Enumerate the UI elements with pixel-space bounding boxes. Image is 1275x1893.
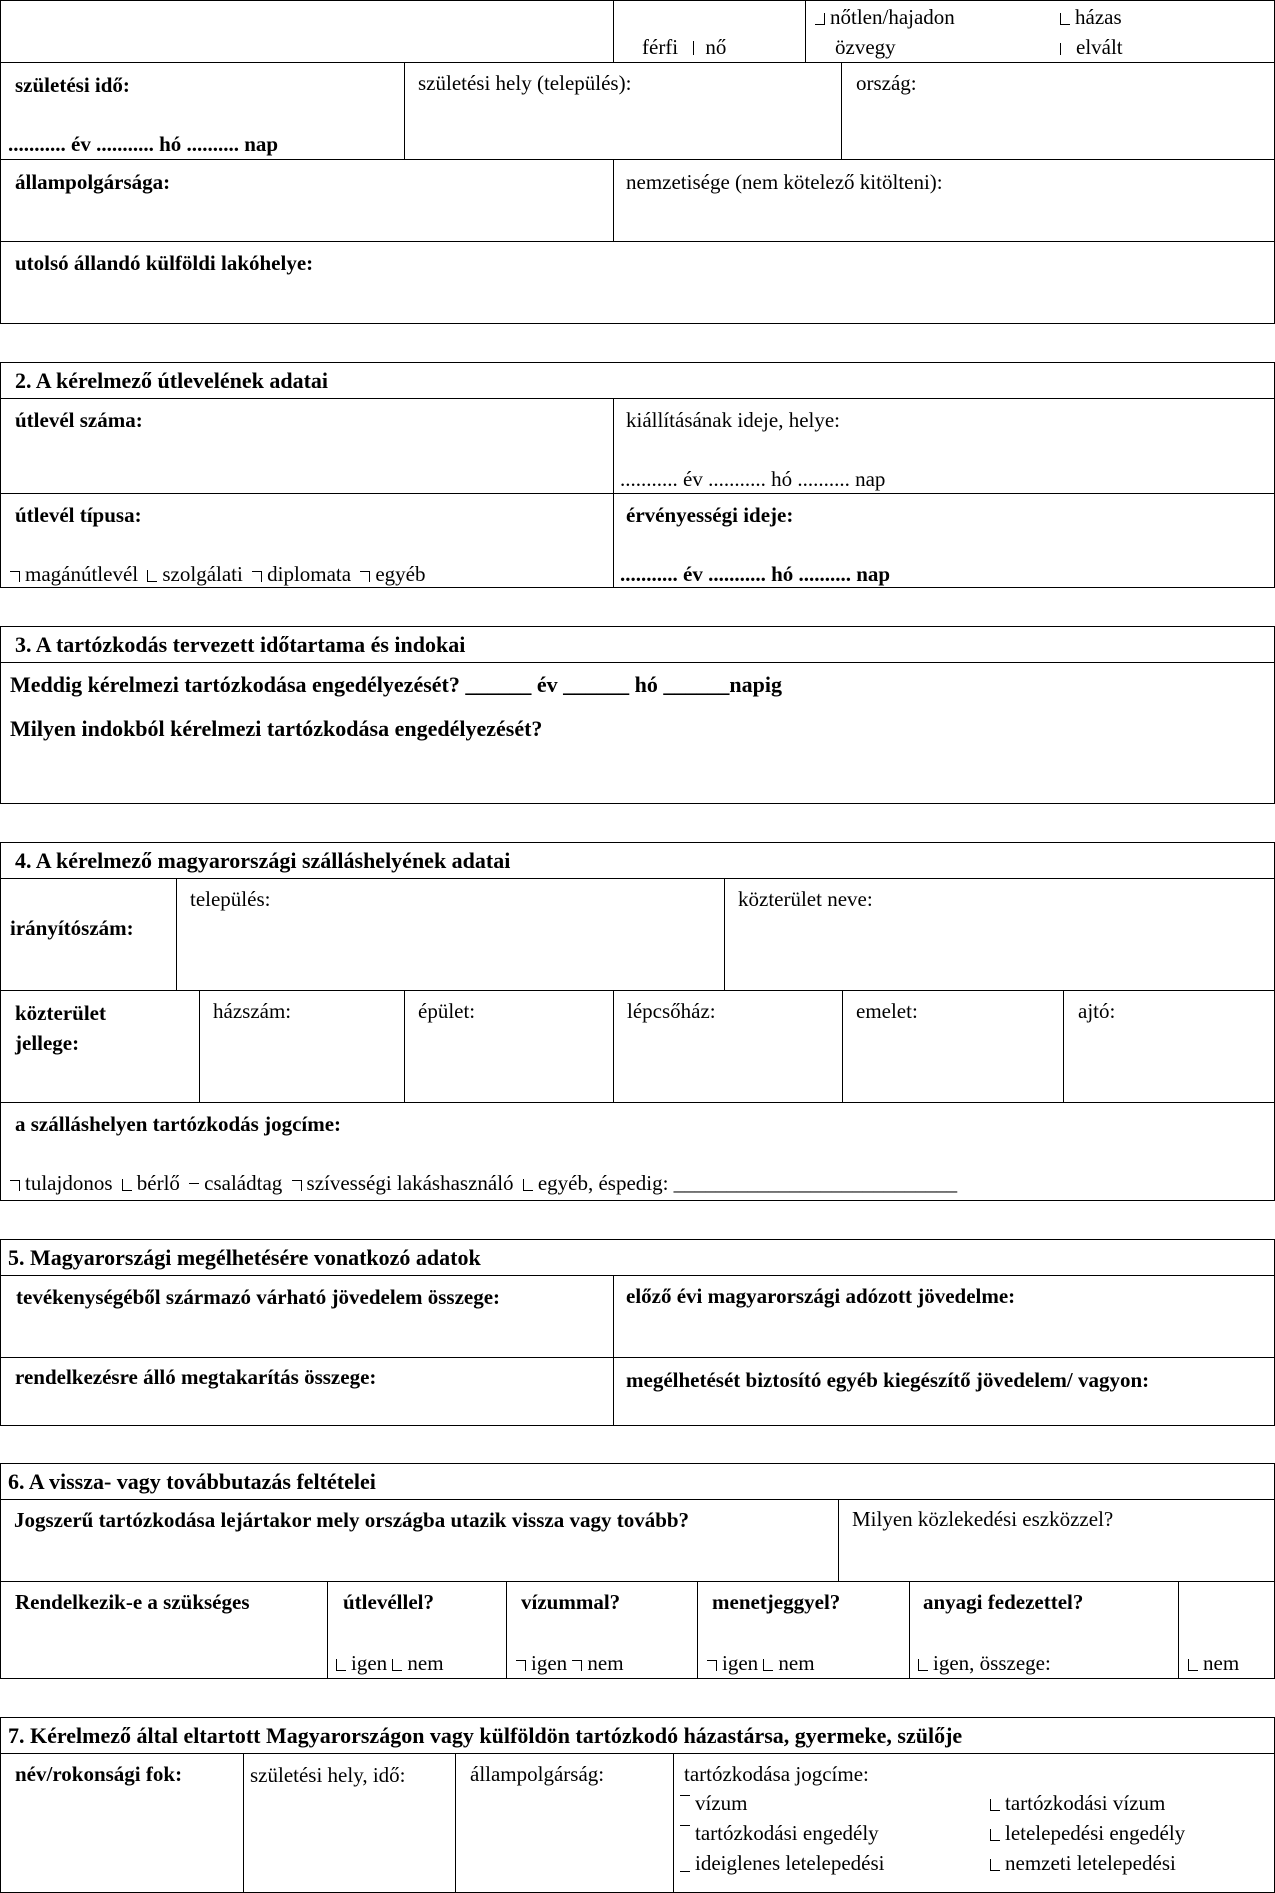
passport-type-options: magánútlevél szolgálati diplomata egyéb bbox=[10, 561, 426, 587]
passport-yes-no: igen nem bbox=[336, 1650, 444, 1676]
stay-reason-question: Milyen indokból kérelmezi tartózkodása engedélyezését? bbox=[10, 716, 543, 741]
checkbox-icon[interactable] bbox=[1188, 1659, 1198, 1671]
checkbox-icon[interactable] bbox=[918, 1659, 928, 1671]
checkbox-icon[interactable] bbox=[10, 571, 20, 582]
opt-settlement-permit: letelepedési engedély bbox=[990, 1820, 1185, 1846]
destination-question: Jogszerű tartózkodása lejártakor mely országba utazik vissza vagy tovább? bbox=[14, 1508, 690, 1532]
citizenship-label: állampolgársága: bbox=[15, 170, 171, 194]
expected-income-label: tevékenységéből származó várható jövedelem összege: bbox=[16, 1285, 501, 1309]
passport-issue-label: kiállításának ideje, helye: bbox=[626, 408, 840, 432]
door-label: ajtó: bbox=[1078, 999, 1116, 1023]
checkbox-icon[interactable] bbox=[189, 1183, 199, 1184]
checkbox-icon[interactable] bbox=[523, 1179, 533, 1191]
funds-no: nem bbox=[1188, 1650, 1239, 1676]
birth-date-label: születési idő: bbox=[15, 73, 130, 97]
marital-divorced-option[interactable]: elvált bbox=[1060, 34, 1123, 60]
street-type-label: közterület jellege: bbox=[15, 1001, 106, 1055]
checkbox-icon[interactable] bbox=[680, 1795, 690, 1796]
ticket-yes-no: igen nem bbox=[707, 1650, 815, 1676]
funds-yes-amount: igen, összege: bbox=[918, 1650, 1051, 1676]
name-cell[interactable] bbox=[0, 0, 614, 63]
opt-visa: vízum bbox=[680, 1790, 748, 1816]
title-of-stay-label: a szálláshelyen tartózkodás jogcíme: bbox=[15, 1112, 342, 1136]
title-of-stay-options: tulajdonos bérlő családtag szívességi lakáshasználó egyéb, éspedig: ___________________________ bbox=[10, 1170, 957, 1196]
dependant-name-label: név/rokonsági fok: bbox=[15, 1762, 183, 1786]
house-number-label: házszám: bbox=[213, 999, 292, 1023]
nationality-label: nemzetisége (nem kötelező kitölteni): bbox=[626, 170, 943, 194]
checkbox-icon[interactable] bbox=[1060, 43, 1062, 55]
checkbox-icon[interactable] bbox=[292, 1180, 302, 1191]
section-7-title: 7. Kérelmező által eltartott Magyarországon vagy külföldön tartózkodó házastársa, gyermeke, szülője bbox=[8, 1723, 963, 1748]
staircase-label: lépcsőház: bbox=[627, 999, 716, 1023]
passport-issue-fill: ........... év ........... hó .......... nap bbox=[620, 467, 886, 491]
building-label: épület: bbox=[418, 999, 476, 1023]
passport-validity-label: érvényességi ideje: bbox=[626, 503, 794, 527]
checkbox-icon[interactable] bbox=[147, 570, 157, 582]
visa-question: vízummal? bbox=[521, 1590, 621, 1614]
checkbox-icon[interactable] bbox=[1060, 13, 1070, 25]
visa-yes-no: igen nem bbox=[516, 1650, 624, 1676]
settlement-label: település: bbox=[190, 887, 271, 911]
postcode-label: irányítószám: bbox=[10, 916, 134, 940]
opt-residence-visa: tartózkodási vízum bbox=[990, 1790, 1165, 1816]
birth-place-label: születési hely (település): bbox=[418, 71, 632, 95]
dependant-citizenship-label: állampolgárság: bbox=[470, 1762, 605, 1786]
opt-residence-permit: tartózkodási engedély bbox=[680, 1820, 879, 1846]
checkbox-icon[interactable] bbox=[763, 1659, 773, 1671]
funds-question: anyagi fedezettel? bbox=[923, 1590, 1084, 1614]
checkbox-icon[interactable] bbox=[252, 571, 262, 582]
section-6-title: 6. A vissza- vagy továbbutazás feltételei bbox=[8, 1469, 376, 1494]
dependant-birth-label: születési hely, idő: bbox=[250, 1763, 406, 1787]
gender-female-checkbox[interactable] bbox=[693, 41, 695, 55]
floor-label: emelet: bbox=[856, 999, 918, 1023]
dependant-stay-title-label: tartózkodása jogcíme: bbox=[684, 1762, 869, 1786]
section-3-title: 3. A tartózkodás tervezett időtartama és indokai bbox=[15, 632, 466, 657]
savings-label: rendelkezésre álló megtakarítás összege: bbox=[15, 1365, 377, 1389]
checkbox-icon[interactable] bbox=[572, 1660, 582, 1671]
section-5-title: 5. Magyarországi megélhetésére vonatkozó adatok bbox=[8, 1245, 481, 1270]
checkbox-icon[interactable] bbox=[680, 1871, 690, 1872]
section-4-title: 4. A kérelmező magyarországi szálláshelyének adatai bbox=[15, 848, 511, 873]
checkbox-icon[interactable] bbox=[990, 1859, 1000, 1871]
checkbox-icon[interactable] bbox=[990, 1829, 1000, 1841]
marital-married-option[interactable]: házas bbox=[1060, 4, 1122, 30]
marital-single-option[interactable]: nőtlen/hajadon bbox=[815, 4, 955, 30]
checkbox-icon[interactable] bbox=[680, 1825, 690, 1826]
country-label: ország: bbox=[856, 71, 917, 95]
checkbox-icon[interactable] bbox=[707, 1660, 717, 1671]
opt-temp-settlement: ideiglenes letelepedési bbox=[680, 1850, 885, 1876]
street-name-label: közterület neve: bbox=[738, 887, 873, 911]
passport-type-label: útlevél típusa: bbox=[15, 503, 142, 527]
ticket-question: menetjeggyel? bbox=[712, 1590, 841, 1614]
passport-question: útlevéllel? bbox=[343, 1590, 434, 1614]
other-income-label: megélhetését biztosító egyéb kiegészítő jövedelem/ vagyon: bbox=[626, 1368, 1150, 1392]
birth-date-fill: ........... év ........... hó .......... nap bbox=[8, 132, 279, 156]
checkbox-icon[interactable] bbox=[990, 1799, 1000, 1811]
has-required-label: Rendelkezik-e a szükséges bbox=[15, 1590, 250, 1614]
passport-validity-fill: ........... év ........... hó .......... nap bbox=[620, 562, 891, 586]
gender-female-label: nő bbox=[705, 35, 727, 59]
checkbox-icon[interactable] bbox=[10, 1180, 20, 1191]
checkbox-icon[interactable] bbox=[122, 1179, 132, 1191]
last-residence-label: utolsó állandó külföldi lakóhelye: bbox=[15, 251, 314, 275]
transport-question: Milyen közlekedési eszközzel? bbox=[852, 1507, 1114, 1531]
passport-number-label: útlevél száma: bbox=[15, 408, 143, 432]
checkbox-icon[interactable] bbox=[815, 13, 825, 25]
section-2-title: 2. A kérelmező útlevelének adatai bbox=[15, 368, 329, 393]
prev-income-label: előző évi magyarországi adózott jövedelme: bbox=[626, 1284, 1016, 1308]
opt-national-settlement: nemzeti letelepedési bbox=[990, 1850, 1176, 1876]
checkbox-icon[interactable] bbox=[336, 1659, 346, 1671]
stay-until-question: Meddig kérelmezi tartózkodása engedélyezését? ______ év ______ hó ______napig bbox=[10, 672, 782, 697]
checkbox-icon[interactable] bbox=[360, 571, 370, 582]
marital-widowed-option[interactable]: özvegy bbox=[835, 35, 896, 59]
checkbox-icon[interactable] bbox=[516, 1660, 526, 1671]
checkbox-icon[interactable] bbox=[392, 1659, 402, 1671]
gender-options bbox=[642, 34, 726, 60]
gender-male-label: férfi bbox=[642, 35, 679, 59]
